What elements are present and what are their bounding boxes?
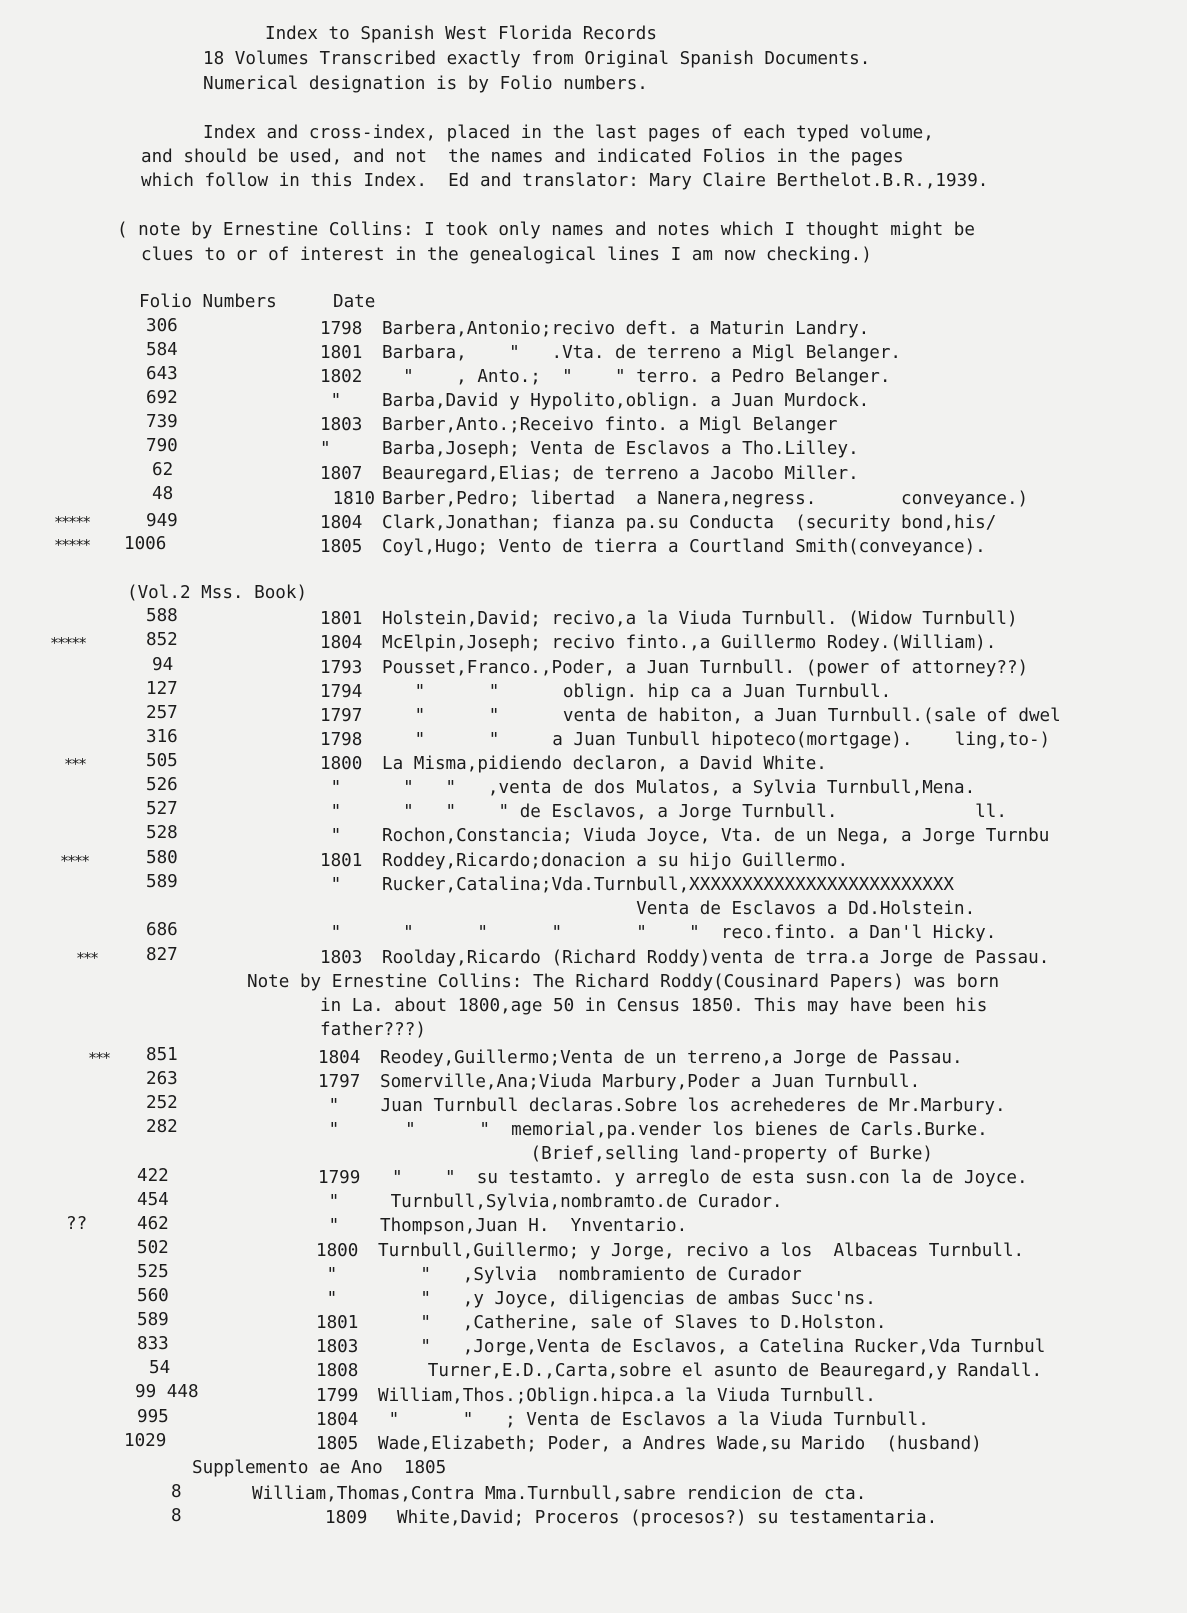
- row-text: Turner,E.D.,Carta,sobre el asunto de Beauregard,y Randall.: [396, 1361, 1043, 1381]
- row-text: Rochon,Constancia; Viuda Joyce, Vta. de un Nega, a Jorge Turnbu: [382, 826, 1050, 846]
- note-line: father???): [320, 1020, 426, 1040]
- row-text: " , Anto.; " " terro. a Pedro Belanger.: [382, 367, 891, 387]
- row-date: 1799: [318, 1168, 361, 1188]
- row-date: 1805: [320, 537, 363, 557]
- row-folio: 692: [146, 388, 178, 408]
- row-date: 1804: [318, 1048, 361, 1068]
- row-date: 1810: [322, 489, 375, 509]
- row-folio: 8: [171, 1482, 182, 1502]
- row-date: ": [318, 1192, 340, 1212]
- row-date: 1803: [320, 415, 363, 435]
- row-text: Reodey,Guillermo;Venta de un terreno,a Jorge de Passau.: [380, 1048, 963, 1068]
- note-line: ( note by Ernestine Collins: I took only names and notes which I thought might be: [117, 220, 975, 240]
- row-mark: ***: [76, 949, 98, 967]
- row-folio: 62: [152, 460, 174, 480]
- row-text: Pousset,Franco.,Poder, a Juan Turnbull. (power of attorney??): [382, 658, 1029, 678]
- row-folio: 462: [137, 1214, 169, 1234]
- row-text: Barba,Joseph; Venta de Esclavos a Tho.Lilley.: [382, 439, 859, 459]
- row-date: 1805: [316, 1434, 359, 1454]
- row-text: William,Thos.;Oblign.hipca.a la Viuda Turnbull.: [378, 1386, 876, 1406]
- row-folio: 316: [146, 727, 178, 747]
- row-date: 1794: [320, 682, 363, 702]
- row-date: 1803: [316, 1337, 359, 1357]
- row-text: Venta de Esclavos a Dd.Holstein.: [382, 899, 976, 919]
- row-folio: 1006: [124, 534, 167, 554]
- row-date: ": [320, 778, 342, 798]
- row-folio: 525: [137, 1262, 169, 1282]
- note-line: Note by Ernestine Collins: The Richard Roddy(Cousinard Papers) was born: [247, 972, 1000, 992]
- intro-line: Index and cross-index, placed in the last pages of each typed volume,: [203, 123, 934, 143]
- row-text: " " ; Venta de Esclavos a la Viuda Turnbull.: [378, 1410, 929, 1430]
- row-text: " " " de Esclavos, a Jorge Turnbull. ll.: [382, 802, 1007, 822]
- row-date: 1808: [316, 1361, 359, 1381]
- row-text: Coyl,Hugo; Vento de tierra a Courtland Smith(conveyance).: [382, 537, 986, 557]
- row-folio: 422: [137, 1166, 169, 1186]
- row-text: Roolday,Ricardo (Richard Roddy)venta de trra.a Jorge de Passau.: [382, 948, 1050, 968]
- note-line: clues to or of interest in the genealogical lines I am now checking.): [141, 245, 872, 265]
- row-folio: 8: [171, 1506, 182, 1526]
- row-text: " ,Catherine, sale of Slaves to D.Holston.: [378, 1313, 887, 1333]
- subtitle-line: 18 Volumes Transcribed exactly from Original Spanish Documents.: [203, 49, 871, 69]
- row-date: 1800: [320, 754, 363, 774]
- row-text: La Misma,pidiendo declaron, a David White.: [382, 754, 827, 774]
- row-date: 1809: [325, 1508, 368, 1528]
- row-folio: 833: [137, 1334, 169, 1354]
- row-folio: 580: [146, 848, 178, 868]
- row-text: William,Thomas,Contra Mma.Turnbull,sabre rendicion de cta.: [252, 1484, 867, 1504]
- row-date: ": [320, 439, 331, 459]
- row-mark: *****: [54, 536, 90, 554]
- row-date: 1800: [316, 1241, 359, 1261]
- row-text: Roddey,Ricardo;donacion a su hijo Guillermo.: [382, 851, 849, 871]
- row-folio: 560: [137, 1286, 169, 1306]
- row-folio: 257: [146, 703, 178, 723]
- row-folio: 527: [146, 799, 178, 819]
- row-folio: 94: [152, 655, 174, 675]
- row-date: 1804: [316, 1410, 359, 1430]
- row-date: ": [316, 1265, 338, 1285]
- row-folio: 54: [149, 1358, 171, 1378]
- row-date: ": [316, 1289, 338, 1309]
- row-date: 1798: [320, 730, 363, 750]
- row-mark: ??: [66, 1214, 88, 1234]
- row-date: 1793: [320, 658, 363, 678]
- row-text: Turnbull,Sylvia,nombramto.de Curador.: [380, 1192, 783, 1212]
- note-line: in La. about 1800,age 50 in Census 1850. This may have been his: [320, 996, 988, 1016]
- row-date: 1797: [318, 1072, 361, 1092]
- volume-label: (Vol.2 Mss. Book): [127, 583, 308, 603]
- row-folio: 48: [152, 484, 174, 504]
- row-folio: 306: [146, 316, 178, 336]
- row-date: 1801: [316, 1313, 359, 1333]
- row-folio: 263: [146, 1069, 178, 1089]
- row-folio: 589: [137, 1310, 169, 1330]
- row-text: Barba,David y Hypolito,oblign. a Juan Murdock.: [382, 391, 870, 411]
- row-text: Barbara, " .Vta. de terreno a Migl Belanger.: [382, 343, 902, 363]
- row-text: Holstein,David; recivo,a la Viuda Turnbull. (Widow Turnbull): [382, 609, 1018, 629]
- row-folio: 454: [137, 1190, 169, 1210]
- column-header-date: Date: [333, 292, 376, 312]
- row-mark: ***: [88, 1049, 110, 1067]
- row-folio: 526: [146, 775, 178, 795]
- row-folio: 643: [146, 364, 178, 384]
- row-text: Turnbull,Guillermo; y Jorge, recivo a los Albaceas Turnbull.: [378, 1241, 1025, 1261]
- row-folio: 282: [146, 1117, 178, 1137]
- row-text: Barber,Anto.;Receivo finto. a Migl Belanger: [382, 415, 838, 435]
- row-folio: 127: [146, 679, 178, 699]
- row-folio: 528: [146, 823, 178, 843]
- row-text: McElpin,Joseph; recivo finto.,a Guillermo Rodey.(William).: [382, 633, 997, 653]
- row-text: " " oblign. hip ca a Juan Turnbull.: [404, 682, 892, 702]
- row-date: 1801: [320, 851, 363, 871]
- row-folio: 852: [146, 630, 178, 650]
- row-text: (Brief,selling land-property of Burke): [414, 1144, 934, 1164]
- row-folio: 589: [146, 872, 178, 892]
- row-text: Thompson,Juan H. Ynventario.: [380, 1216, 688, 1236]
- subtitle-line: Numerical designation is by Folio numbers.: [203, 74, 648, 94]
- intro-line: and should be used, and not the names and indicated Folios in the pages: [141, 147, 904, 167]
- row-text: " ,Sylvia nombramiento de Curador: [378, 1265, 802, 1285]
- column-header-folio: Folio Numbers: [139, 292, 277, 312]
- row-date: 1802: [320, 367, 363, 387]
- title-line: Index to Spanish West Florida Records: [265, 24, 657, 44]
- row-text: " " su testamto. y arreglo de esta susn.con la de Joyce.: [392, 1168, 1028, 1188]
- row-folio: 827: [146, 945, 178, 965]
- row-mark: *****: [50, 634, 86, 652]
- row-date: 1798: [320, 319, 363, 339]
- row-mark: ****: [60, 852, 89, 870]
- row-folio: 790: [146, 436, 178, 456]
- row-text: White,David; Proceros (procesos?) su testamentaria.: [397, 1508, 938, 1528]
- row-date: ": [320, 826, 342, 846]
- row-text: " " " " " reco.finto. a Dan'l Hicky.: [382, 923, 997, 943]
- row-folio: 851: [146, 1045, 178, 1065]
- row-text: Wade,Elizabeth; Poder, a Andres Wade,su Marido (husband): [378, 1434, 982, 1454]
- row-date: 1804: [320, 633, 363, 653]
- row-date: 1799: [316, 1386, 359, 1406]
- row-folio: 686: [146, 920, 178, 940]
- row-date: ": [320, 391, 342, 411]
- row-text: " " memorial,pa.vender los bienes de Carls.Burke.: [384, 1120, 988, 1140]
- row-folio: 584: [146, 340, 178, 360]
- row-folio: 252: [146, 1093, 178, 1113]
- row-text: Clark,Jonathan; fianza pa.su Conducta (security bond,his/: [382, 513, 997, 533]
- intro-line: which follow in this Index. Ed and translator: Mary Claire Berthelot.B.R.,1939.: [141, 171, 989, 191]
- row-text: Barbera,Antonio;recivo deft. a Maturin Landry.: [382, 319, 870, 339]
- row-date: ": [318, 1120, 340, 1140]
- row-text: Juan Turnbull declaras.Sobre los acrehederes de Mr.Marbury.: [370, 1096, 1006, 1116]
- row-text: Somerville,Ana;Viuda Marbury,Poder a Juan Turnbull.: [380, 1072, 921, 1092]
- row-date: ": [320, 802, 342, 822]
- row-date: ": [318, 1216, 340, 1236]
- row-date: ": [320, 875, 342, 895]
- row-date: 1807: [320, 464, 363, 484]
- row-text: Beauregard,Elias; de terreno a Jacobo Miller.: [382, 464, 859, 484]
- row-folio: 505: [146, 751, 178, 771]
- row-date: 1801: [320, 343, 363, 363]
- row-folio: 99 448: [135, 1382, 199, 1402]
- row-folio: 502: [137, 1238, 169, 1258]
- row-date: ": [320, 923, 342, 943]
- row-text: " " venta de habiton, a Juan Turnbull.(sale of dwel: [404, 706, 1061, 726]
- row-folio: 949: [146, 511, 178, 531]
- row-text: " ,Jorge,Venta de Esclavos, a Catelina Rucker,Vda Turnbul: [378, 1337, 1046, 1357]
- row-folio: 995: [137, 1407, 169, 1427]
- row-text: " " a Juan Tunbull hipoteco(mortgage). ling,to-): [404, 730, 1051, 750]
- row-text: " ,y Joyce, diligencias de ambas Succ'ns.: [378, 1289, 876, 1309]
- row-text: Barber,Pedro; libertad a Nanera,negress. conveyance.): [382, 489, 1029, 509]
- row-text: " " ,venta de dos Mulatos, a Sylvia Turnbull,Mena.: [382, 778, 976, 798]
- row-date: 1803: [320, 948, 363, 968]
- supplement-title: Supplemento ae Ano 1805: [192, 1458, 447, 1478]
- row-folio: 1029: [124, 1431, 167, 1451]
- row-date: ": [318, 1096, 340, 1116]
- row-date: 1804: [320, 513, 363, 533]
- row-folio: 739: [146, 412, 178, 432]
- row-text: Rucker,Catalina;Vda.Turnbull,XXXXXXXXXXXXXXXXXXXXXXXXX: [382, 875, 954, 895]
- row-date: 1797: [320, 706, 363, 726]
- row-mark: ***: [64, 755, 86, 773]
- row-folio: 588: [146, 606, 178, 626]
- row-mark: *****: [54, 513, 90, 531]
- row-date: 1801: [320, 609, 363, 629]
